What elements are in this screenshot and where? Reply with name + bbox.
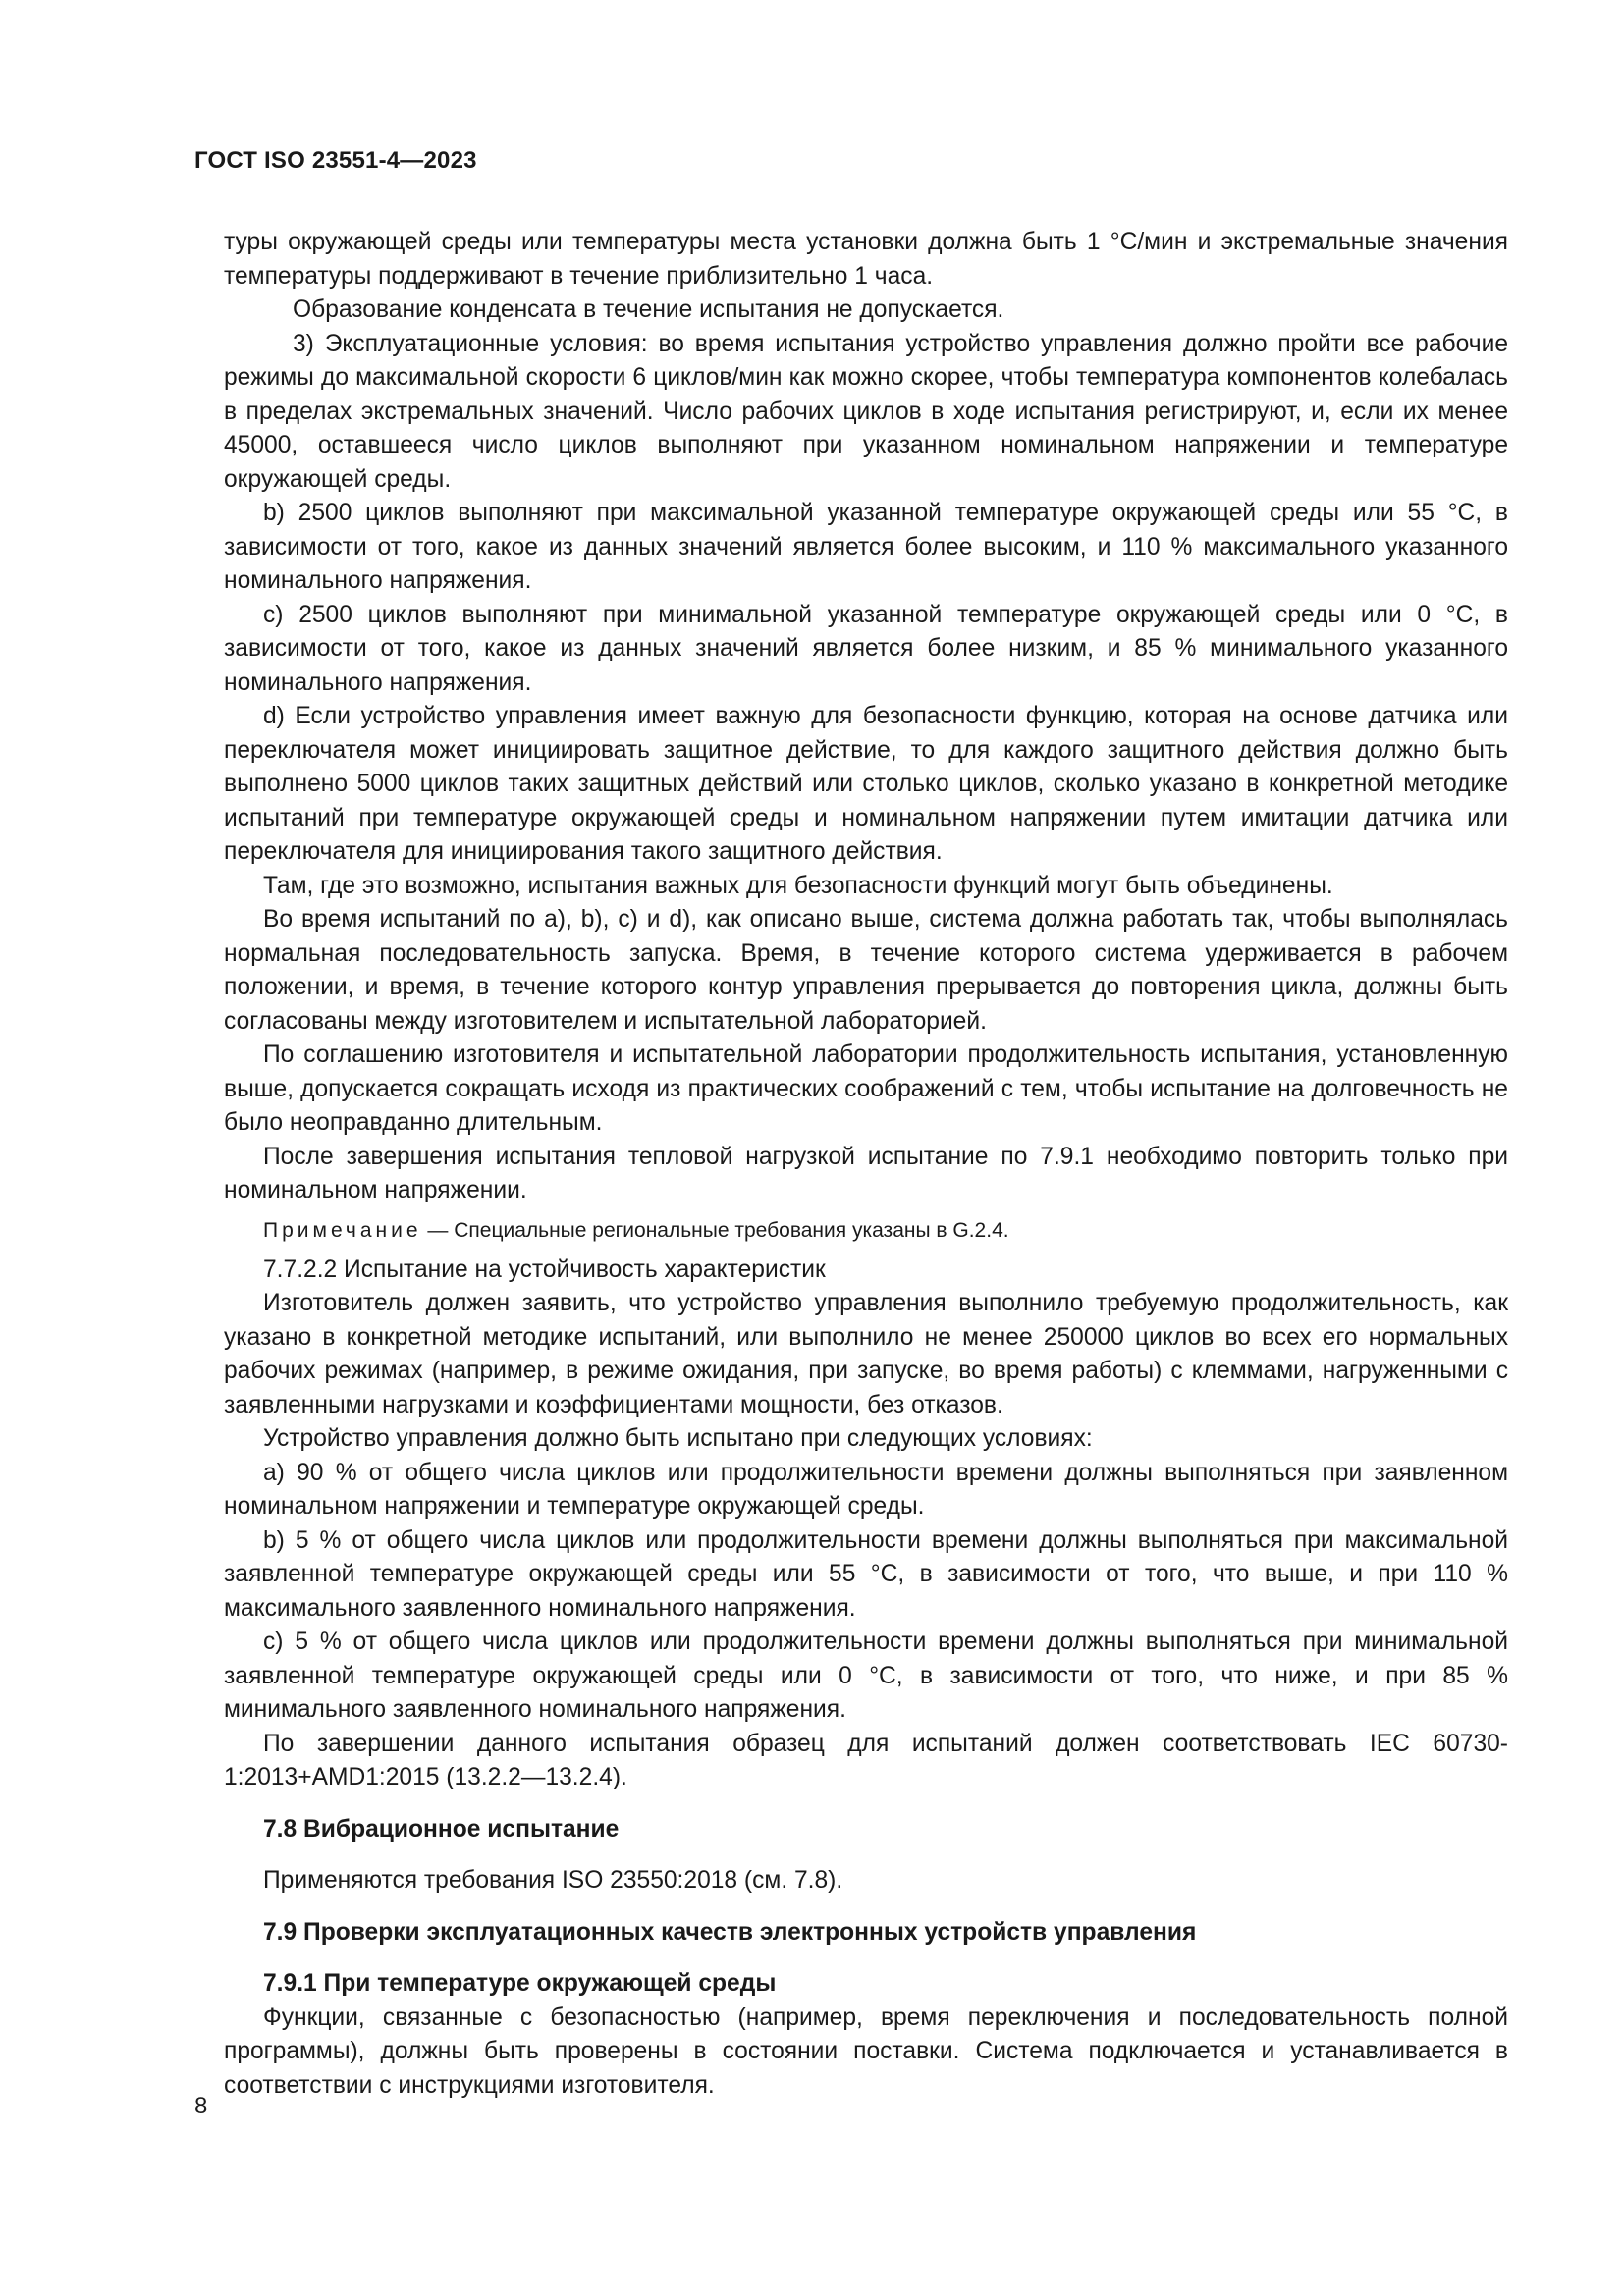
paragraph: Образование конденсата в течение испытания не допускается.: [293, 296, 1004, 323]
paragraph: 3) Эксплуатационные условия: во время испытания устройство управления должно пройти все рабочие режимы до максимальной скорости 6 циклов/мин как можно скорее, чтобы температура компонентов колебалась в пределах экстремальных значений. Число рабочих циклов в ходе испытания регистрируют, и, если их менее 45000, оставшееся число циклов выполняют при указанном номинальном напряжении и температуре окружающей среды.: [224, 330, 1508, 493]
list-item-d: d) Если устройство управления имеет важную для безопасности функцию, которая на основе датчика или переключателя может инициировать защитное действие, то для каждого защитного действия должно быть выполнено 5000 циклов таких защитных действий или столько циклов, сколько указано в конкретной методике испытаний при температуре окружающей среды и номинальном напряжении путем имитации датчика или переключателя для инициирования такого защитного действия.: [224, 703, 1508, 865]
document-header: ГОСТ ISO 23551-4—2023: [194, 147, 477, 174]
note: [224, 1214, 1508, 1248]
list-item-a: a) 90 % от общего числа циклов или продолжительности времени должны выполняться при заявленном номинальном напряжении и температуре окружающей среды.: [224, 1459, 1508, 1520]
paragraph: По соглашению изготовителя и испытательной лаборатории продолжительность испытания, установленную выше, допускается сокращать исходя из практических соображений с тем, чтобы испытание на долговечность не было неоправданно длительным.: [224, 1041, 1508, 1136]
note-label: Примечание: [263, 1218, 422, 1242]
list-item-b: b) 5 % от общего числа циклов или продолжительности времени должны выполняться при максимальной заявленной температуре окружающей среды или 55 °C, в зависимости от того, что выше, и при 110 % максимального заявленного номинального напряжения.: [224, 1526, 1508, 1622]
paragraph: Применяются требования ISO 23550:2018 (см. 7.8).: [263, 1867, 843, 1894]
page-number: 8: [194, 2093, 208, 2119]
list-item-c: c) 5 % от общего числа циклов или продолжительности времени должны выполняться при минимальной заявленной температуре окружающей среды или 0 °C, в зависимости от того, что ниже, и при 85 % минимального заявленного номинального напряжения.: [224, 1629, 1508, 1723]
paragraph: По завершении данного испытания образец для испытаний должен соответствовать IEC 60730-1:2013+AMD1:2015 (13.2.2—13.2.4).: [224, 1730, 1508, 1790]
paragraph: туры окружающей среды или температуры места установки должна быть 1 °C/мин и экстремальные значения температуры поддерживают в течение приблизительно 1 часа.: [224, 229, 1508, 290]
list-item-c: c) 2500 циклов выполняют при минимальной указанной температуре окружающей среды или 0 °C, в зависимости от того, какое из данных значений является более низким, и 85 % минимального указанного номинального напряжения.: [224, 601, 1508, 696]
paragraph: Изготовитель должен заявить, что устройство управления выполнило требуемую продолжительность, как указано в конкретной методике испытаний, или выполнило не менее 250000 циклов во всех его нормальных рабочих режимах (например, в режиме ожидания, при запуске, во время работы) с клеммами, нагруженными с заявленными нагрузками и коэффициентами мощности, без отказов.: [224, 1290, 1508, 1418]
section-heading-7-8: 7.8 Вибрационное испытание: [263, 1815, 620, 1842]
paragraph: Там, где это возможно, испытания важных для безопасности функций могут быть объединены.: [263, 872, 1333, 899]
list-item-b: b) 2500 циклов выполняют при максимальной указанной температуре окружающей среды или 55 °C, в зависимости от того, какое из данных значений является более высоким, и 110 % максимального указанного номинального напряжения.: [224, 500, 1508, 594]
section-heading-7-9: 7.9 Проверки эксплуатационных качеств электронных устройств управления: [263, 1918, 1197, 1946]
paragraph: После завершения испытания тепловой нагрузкой испытание по 7.9.1 необходимо повторить только при номинальном напряжении.: [224, 1143, 1508, 1203]
paragraph: Функции, связанные с безопасностью (например, время переключения и последовательность полной программы), должны быть проверены в состоянии поставки. Система подключается и устанавливается в соответствии с инструкциями изготовителя.: [224, 2003, 1508, 2099]
section-heading-7-9-1: 7.9.1 При температуре окружающей среды: [263, 1970, 777, 1997]
paragraph: Устройство управления должно быть испытано при следующих условиях:: [263, 1425, 1093, 1452]
page-body: [224, 226, 1508, 2103]
paragraph: Во время испытаний по a), b), c) и d), как описано выше, система должна работать так, чтобы выполнялась нормальная последовательность запуска. Время, в течение которого система удерживается в рабочем положении, и время, в течение которого контур управления прерывается до повторения цикла, должны быть согласованы между изготовителем и испытательной лабораторией.: [224, 906, 1508, 1035]
note-text: — Специальные региональные требования указаны в G.2.4.: [421, 1218, 1009, 1242]
subsection-title: 7.7.2.2 Испытание на устойчивость характеристик: [263, 1255, 826, 1283]
